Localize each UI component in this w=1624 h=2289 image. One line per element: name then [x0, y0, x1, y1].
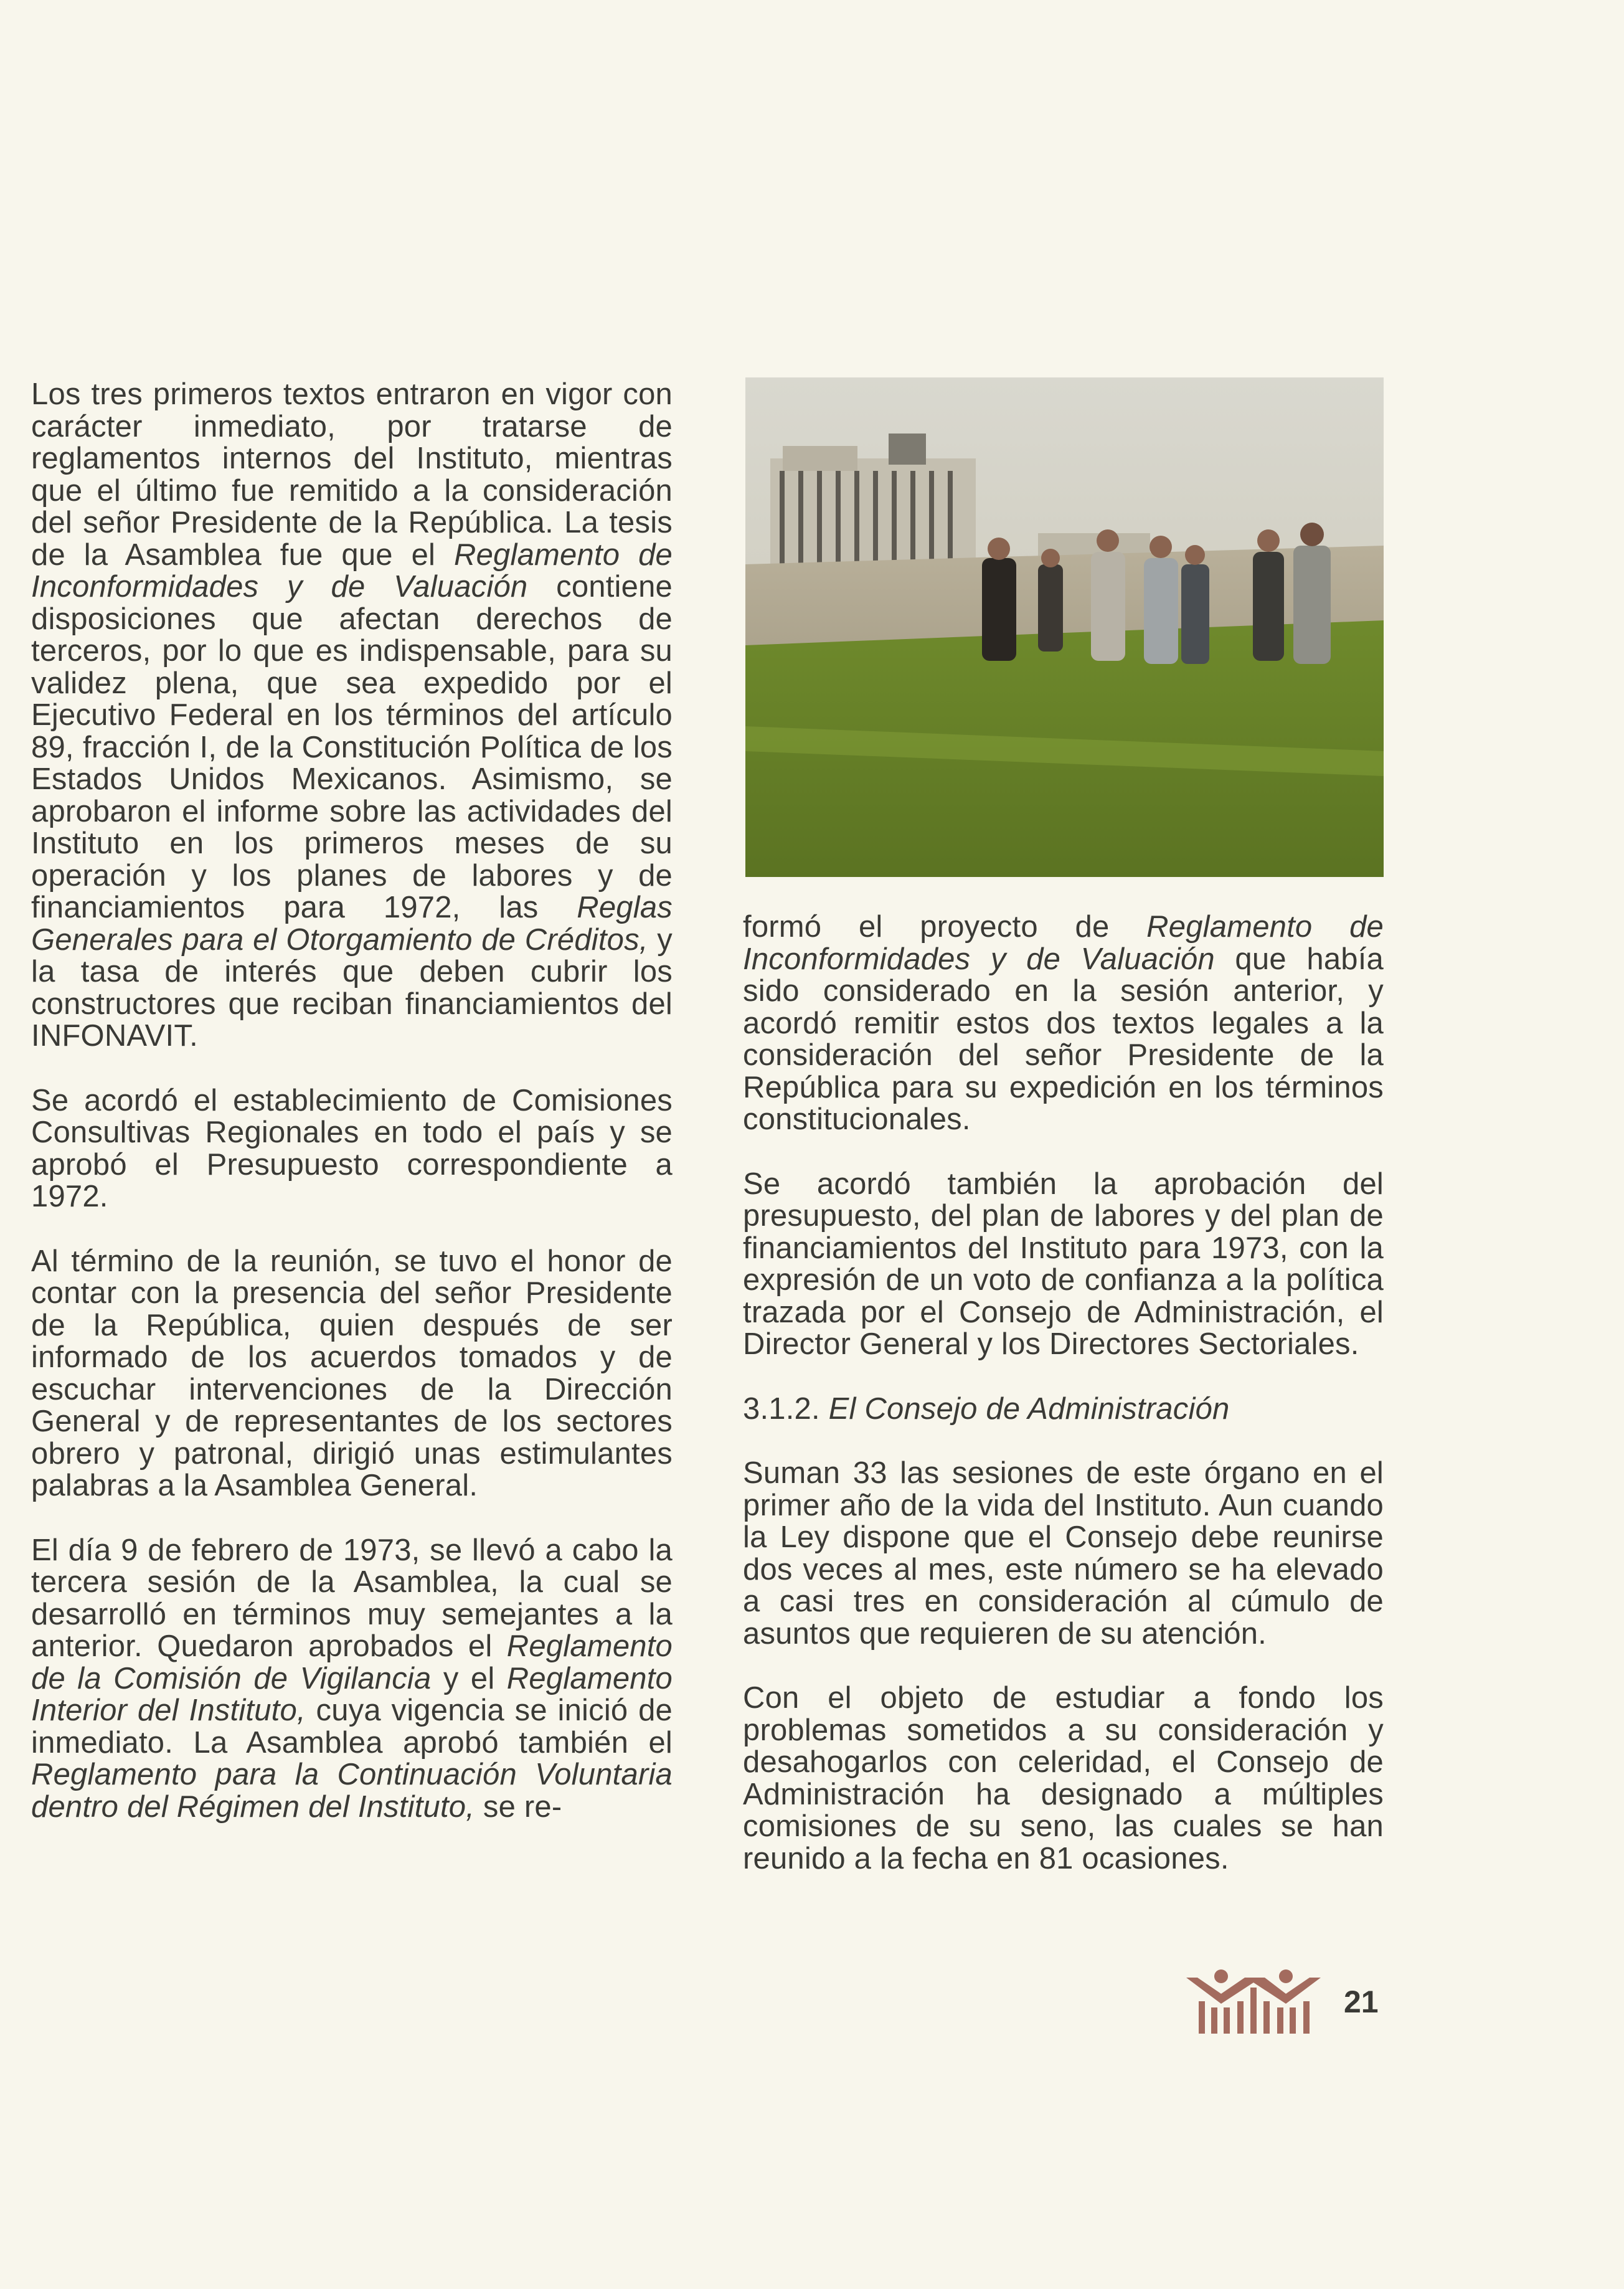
italic-text: Reglamento para la Continuación Voluntaria dentro del Régimen del Instituto, [31, 1758, 673, 1824]
text-run: contiene disposiciones que afectan derechos de terceros, por lo que es indispensable, para su validez plena, que sea expedido por el Ejecutivo Federal en los términos del artículo 89, fracción I, de la Constitución Política de los Estados Unidos Mexicanos. Asimismo, se aprobaron el informe sobre las actividades del Instituto en los primeros meses de su operación y los planes de labores y de financiamientos para 1972, las [31, 570, 673, 924]
paragraph [31, 379, 673, 1053]
italic-text: Reglamento de Inconformidades y de Valuación [31, 538, 673, 604]
italic-text: El Consejo de Administración [828, 1391, 1230, 1426]
infonavit-logo-icon [1186, 1969, 1323, 2034]
text-run: Al término de la reunión, se tuvo el honor de contar con la presencia del señor Presidente de la República, quien después de ser informado de los acuerdos tomados y de escuchar intervenciones de la Dirección General y de representantes de los sectores obrero y patronal, dirigió unas estimulantes palabras a la Asamblea General. [31, 1244, 673, 1502]
text-run: Los tres primeros textos entraron en vigor con carácter inmediato, por tratarse de reglamentos internos del Instituto, mientras que el último fue remitido a la consideración del señor Presidente de la República. La tesis de la Asamblea fue que el [31, 377, 673, 572]
text-run: se re- [474, 1789, 562, 1824]
italic-text: Reglamento de Inconformidades y de Valuación [743, 910, 1384, 976]
text-run: y el [431, 1661, 507, 1695]
paragraph [743, 911, 1384, 1136]
photo [745, 377, 1384, 877]
text-run: 3.1.2. [743, 1391, 829, 1426]
text-run: Suman 33 las sesiones de este órgano en el primer año de la vida del Instituto. Aun cuando la Ley dispone que el Consejo debe reunirse dos veces al mes, este número se ha elevado a casi tres en consideración al cúmulo de asuntos que requieren de su atención. [743, 1456, 1384, 1651]
right-text-column [743, 911, 1384, 1875]
paragraph [31, 1085, 673, 1213]
page-number: 21 [1344, 1984, 1379, 2019]
text-run: y la tasa de interés que deben cubrir los constructores que reciban financiamientos del INFONAVIT. [31, 922, 673, 1053]
text-run: Se acordó también la aprobación del presupuesto, del plan de labores y del plan de financiamientos del Instituto para 1973, con la expresión de un voto de confianza a la política trazada por el Consejo de Administración, el Director General y los Directores Sectoriales. [743, 1167, 1384, 1361]
paragraph [743, 1168, 1384, 1361]
text-run: que había sido considerado en la sesión anterior, y acordó remitir estos dos textos legales a la consideración del señor Presidente de la República para su expedición en los términos constitucionales. [743, 942, 1384, 1136]
text-run: Con el objeto de estudiar a fondo los problemas sometidos a su consideración y desahogarlos con celeridad, el Consejo de Administración ha designado a múltiples comisiones de su seno, las cuales se han reunido a la fecha en 81 ocasiones. [743, 1681, 1384, 1875]
section-heading [743, 1393, 1384, 1426]
text-run: El día 9 de febrero de 1973, se llevó a cabo la tercera sesión de la Asamblea, la cual se desarrolló en términos muy semejantes a la anterior. Quedaron aprobados el [31, 1533, 673, 1663]
text-run: formó el proyecto de [743, 910, 1147, 944]
text-run: Se acordó el establecimiento de Comisiones Consultivas Regionales en todo el país y se aprobó el Presupuesto correspondiente a 1972. [31, 1083, 673, 1213]
text-run: cuya vigencia se inició de inmediato. La Asamblea aprobó también el [31, 1694, 673, 1760]
italic-text: Reglas Generales para el Otorgamiento de Créditos, [31, 891, 673, 957]
italic-text: Reglamento de la Comisión de Vigilancia [31, 1629, 673, 1695]
paragraph [31, 1246, 673, 1502]
left-text-column [31, 379, 673, 1823]
paragraph [743, 1457, 1384, 1650]
paragraph [31, 1535, 673, 1824]
photo-image [745, 377, 1384, 877]
paragraph [743, 1682, 1384, 1875]
italic-text: Reglamento Interior del Instituto, [31, 1661, 673, 1727]
